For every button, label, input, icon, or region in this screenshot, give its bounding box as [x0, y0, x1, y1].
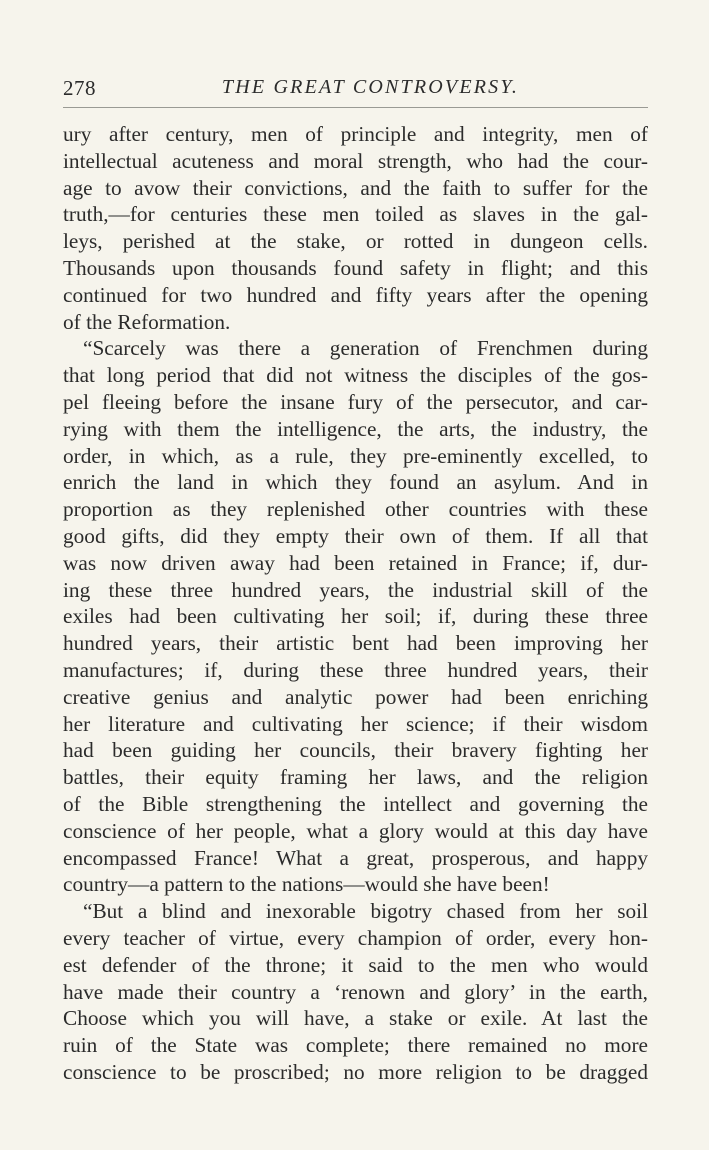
text-line: pel fleeing before the insane fury of the persecutor, and car-	[63, 389, 648, 414]
text-line: her literature and cultivating her science; if their wisdom	[63, 711, 648, 736]
running-head	[63, 76, 648, 102]
text-line: encompassed France! What a great, prosperous, and happy	[63, 845, 648, 870]
text-line: exiles had been cultivating her soil; if, during these three	[63, 604, 648, 629]
text-line: battles, their equity framing her laws, and the religion	[63, 765, 648, 790]
text-line: hundred years, their artistic bent had been improving her	[63, 631, 648, 656]
text-line: creative genius and analytic power had been enriching	[63, 684, 648, 709]
page-number: 278	[63, 76, 96, 100]
running-title: THE GREAT CONTROVERSY.	[221, 76, 520, 98]
text-line: every teacher of virtue, every champion of order, every hon-	[63, 925, 648, 950]
paragraph	[63, 898, 648, 1086]
text-line: Choose which you will have, a stake or exile. At last the	[63, 1006, 648, 1031]
text-line: continued for two hundred and fifty years after the opening	[63, 282, 648, 307]
text-line: that long period that did not witness the disciples of the gos-	[63, 363, 648, 388]
text-line: was now driven away had been retained in France; if, dur-	[63, 550, 648, 575]
text-line: Thousands upon thousands found safety in flight; and this	[63, 255, 648, 280]
paragraph	[63, 121, 648, 335]
text-line: enrich the land in which they found an asylum. And in	[63, 470, 648, 495]
text-line: age to avow their convictions, and the faith to suffer for the	[63, 175, 648, 200]
text-line: est defender of the throne; it said to the men who would	[63, 952, 648, 977]
text-line: manufactures; if, during these three hundred years, their	[63, 657, 648, 682]
text-line: “Scarcely was there a generation of Frenchmen during	[83, 336, 648, 361]
text-line: ruin of the State was complete; there remained no more	[63, 1033, 648, 1058]
text-line: proportion as they replenished other countries with these	[63, 497, 648, 522]
text-line: leys, perished at the stake, or rotted in dungeon cells.	[63, 229, 648, 254]
text-line: rying with them the intelligence, the arts, the industry, the	[63, 416, 648, 441]
body-text	[63, 121, 648, 1086]
text-line: have made their country a ‘renown and glory’ in the earth,	[63, 979, 648, 1004]
text-line: intellectual acuteness and moral strength, who had the cour-	[63, 148, 648, 173]
text-line: good gifts, did they empty their own of them. If all that	[63, 523, 648, 548]
paragraph	[63, 335, 648, 898]
text-line: order, in which, as a rule, they pre-eminently excelled, to	[63, 443, 648, 468]
text-line: ing these three hundred years, the industrial skill of the	[63, 577, 648, 602]
text-line: “But a blind and inexorable bigotry chased from her soil	[83, 899, 648, 924]
text-line: truth,—for centuries these men toiled as slaves in the gal-	[63, 202, 648, 227]
text-line: conscience to be proscribed; no more religion to be dragged	[63, 1059, 648, 1084]
text-line: country—a pattern to the nations—would she have been!	[63, 872, 550, 897]
text-line: ury after century, men of principle and integrity, men of	[63, 122, 648, 146]
header-rule	[63, 107, 648, 108]
text-line: had been guiding her councils, their bravery fighting her	[63, 738, 648, 763]
text-line: of the Bible strengthening the intellect and governing the	[63, 791, 648, 816]
text-line: of the Reformation.	[63, 309, 231, 334]
text-line: conscience of her people, what a glory would at this day have	[63, 818, 648, 843]
